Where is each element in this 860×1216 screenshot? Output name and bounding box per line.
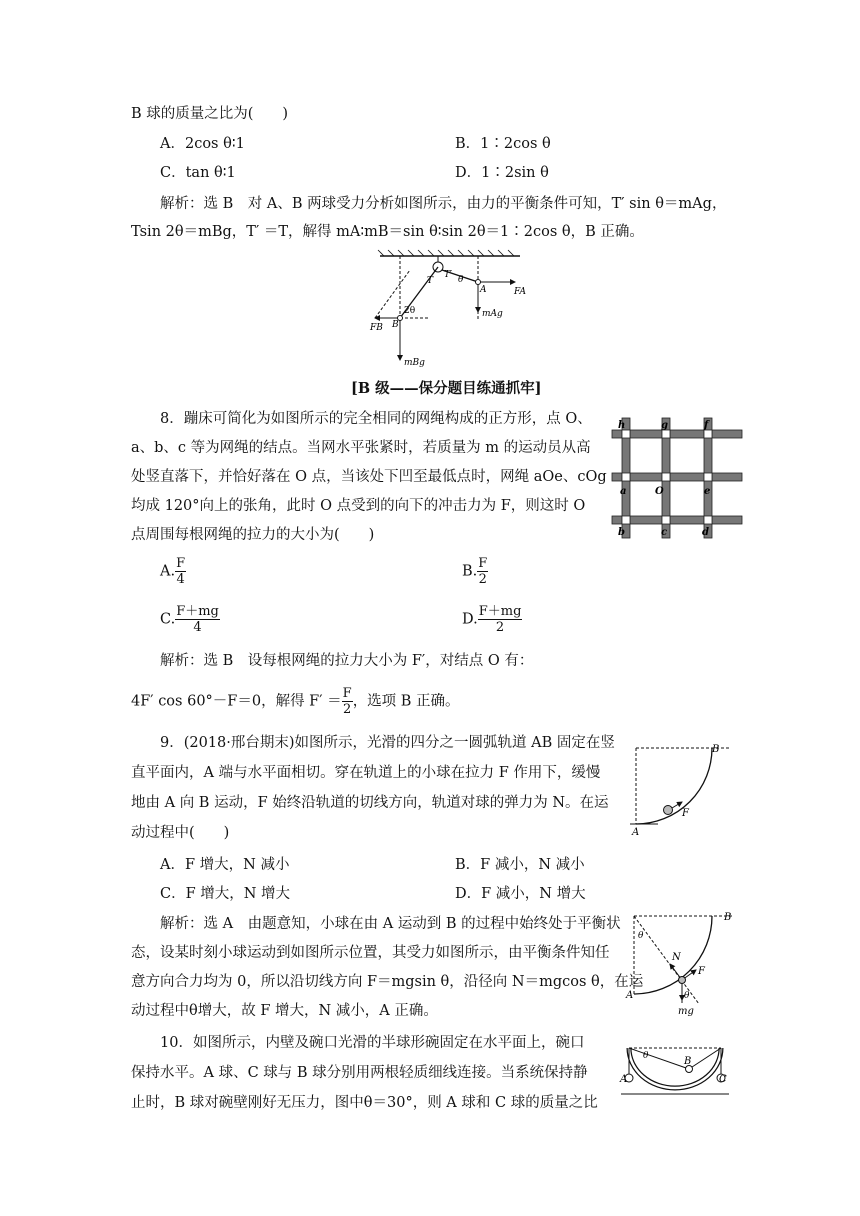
q10-bowl-figure xyxy=(621,1038,729,1098)
label-mBg: mBg xyxy=(404,358,425,368)
q7-analysis-line2: Tsin 2θ＝mBg，T′ ＝T，解得 mA∶mB＝sin θ∶sin 2θ＝1∶2cos θ，B 正确。 xyxy=(131,224,644,240)
node-g: g xyxy=(661,420,668,431)
q8-option-b: B. $\frac{F}{2}$ xyxy=(462,556,488,587)
label-B: B xyxy=(392,320,399,330)
node-c: c xyxy=(661,527,668,538)
q10-label-C: C xyxy=(719,1074,727,1085)
q10-label-A: A xyxy=(620,1074,628,1085)
q10-label-B: B xyxy=(684,1056,692,1067)
label-mAg: mAg xyxy=(482,309,503,319)
q10-label-theta: θ xyxy=(643,1051,649,1061)
q9-label-B: B xyxy=(712,744,720,755)
q8-line1: 8．蹦床可简化为如图所示的完全相同的网绳构成的正方形，点 O、 xyxy=(160,411,592,427)
q9-arc-figure xyxy=(628,740,738,836)
node-d: d xyxy=(702,527,709,538)
q9-force-figure xyxy=(624,908,744,1016)
q10-line1: 10．如图所示，内壁及碗口光滑的半球形碗固定在水平面上，碗口 xyxy=(160,1035,585,1051)
q8-line4: 均成 120°向上的张角，此时 O 点受到的向下的冲击力为 F，则这时 O xyxy=(131,498,586,514)
q9b-label-N: N xyxy=(672,952,681,963)
q9b-label-F: F xyxy=(698,966,705,977)
q9-option-c: C．F 增大，N 增大 xyxy=(160,886,291,902)
q9-analysis-line2: 态，设某时刻小球运动到如图所示位置，其受力如图所示，由平衡条件知任 xyxy=(131,945,610,961)
q8-option-d: D. $\frac{F+mg}{2}$ xyxy=(462,604,522,635)
node-a: a xyxy=(620,486,627,497)
q9b-label-mg: mg xyxy=(678,1006,694,1017)
node-e: e xyxy=(704,486,711,497)
node-b: b xyxy=(618,527,625,538)
q9-label-A: A xyxy=(632,827,640,838)
node-f: f xyxy=(704,420,709,431)
q9b-label-A: A xyxy=(626,990,634,1001)
q8-analysis-line2: 4F′ cos 60°－F＝0，解得 F′ ＝ $\frac{F}{2}$ ，选项 B 正确。 xyxy=(131,686,460,717)
label-theta: θ xyxy=(458,275,464,285)
q8-line2: a、b、c 等为网绳的结点。当网水平张紧时，若质量为 m 的运动员从高 xyxy=(131,440,591,456)
q7-analysis-line1: 解析：选 B 对 A、B 两球受力分析如图所示，由力的平衡条件可知，T′ sin θ＝mAg， xyxy=(160,196,727,212)
q10-line3: 止时，B 球对碗壁刚好无压力，图中θ＝30°，则 A 球和 C 球的质量之比 xyxy=(131,1095,598,1111)
q9b-label-theta1: θ xyxy=(638,931,644,941)
label-FA: FA xyxy=(514,287,526,297)
q7-option-a: A．2cos θ∶1 xyxy=(160,136,245,152)
q7-force-diagram xyxy=(370,250,550,370)
q8-option-a: A. $\frac{F}{4}$ xyxy=(160,556,186,587)
q8-option-c: C. $\frac{F+mg}{4}$ xyxy=(160,604,219,635)
q9-label-F: F xyxy=(682,808,689,819)
q9b-label-B: B xyxy=(724,912,732,923)
label-T-prime: T′ xyxy=(444,270,453,280)
label-2theta: 2θ xyxy=(404,306,416,316)
q7-option-c: C．tan θ∶1 xyxy=(160,165,236,181)
q9-option-a: A．F 增大，N 减小 xyxy=(160,857,290,873)
label-A: A xyxy=(480,285,487,295)
q9-analysis-line3: 意方向合力均为 0，所以沿切线方向 F＝mgsin θ，沿径向 N＝mgcos θ，在运 xyxy=(131,974,644,990)
q9-line3: 地由 A 向 B 运动，F 始终沿轨道的切线方向，轨道对球的弹力为 N。在运 xyxy=(131,795,609,811)
q9b-label-theta2: θ xyxy=(684,991,690,1001)
q7-option-b: B．1∶2cos θ xyxy=(455,136,551,152)
q7-option-d: D．1∶2sin θ xyxy=(455,165,549,181)
label-T: T xyxy=(427,276,434,286)
q8-line5: 点周围每根网绳的拉力的大小为( ) xyxy=(131,527,375,543)
q10-line2: 保持水平。A 球、C 球与 B 球分别用两根轻质细线连接。当系统保持静 xyxy=(131,1065,588,1081)
q9-option-d: D．F 减小，N 增大 xyxy=(455,886,586,902)
ball xyxy=(664,806,673,815)
node-O: O xyxy=(655,486,664,497)
q9-option-b: B．F 减小，N 减小 xyxy=(455,857,585,873)
q7-stem-tail: B 球的质量之比为( ) xyxy=(131,106,289,122)
q9-line1: 9．(2018·邢台期末)如图所示，光滑的四分之一圆弧轨道 AB 固定在竖 xyxy=(160,735,615,751)
q9-line2: 直平面内，A 端与水平面相切。穿在轨道上的小球在拉力 F 作用下，缓慢 xyxy=(131,765,601,781)
q9-analysis-line1: 解析：选 A 由题意知，小球在由 A 运动到 B 的过程中始终处于平衡状 xyxy=(160,916,621,932)
q9-line4: 动过程中( ) xyxy=(131,825,230,841)
q9-analysis-line4: 动过程中θ增大，故 F 增大，N 减小，A 正确。 xyxy=(131,1003,438,1019)
q8-line3: 处竖直落下，并恰好落在 O 点，当该处下凹至最低点时，网绳 aOe、cOg xyxy=(131,469,607,485)
node-h: h xyxy=(618,420,626,431)
label-FB: FB xyxy=(370,323,383,333)
section-title: [B 级——保分题目练通抓牢] xyxy=(351,380,542,397)
q8-analysis-line1: 解析：选 B 设每根网绳的拉力大小为 F′，对结点 O 有： xyxy=(160,653,534,669)
trampoline-net-figure xyxy=(612,418,742,538)
